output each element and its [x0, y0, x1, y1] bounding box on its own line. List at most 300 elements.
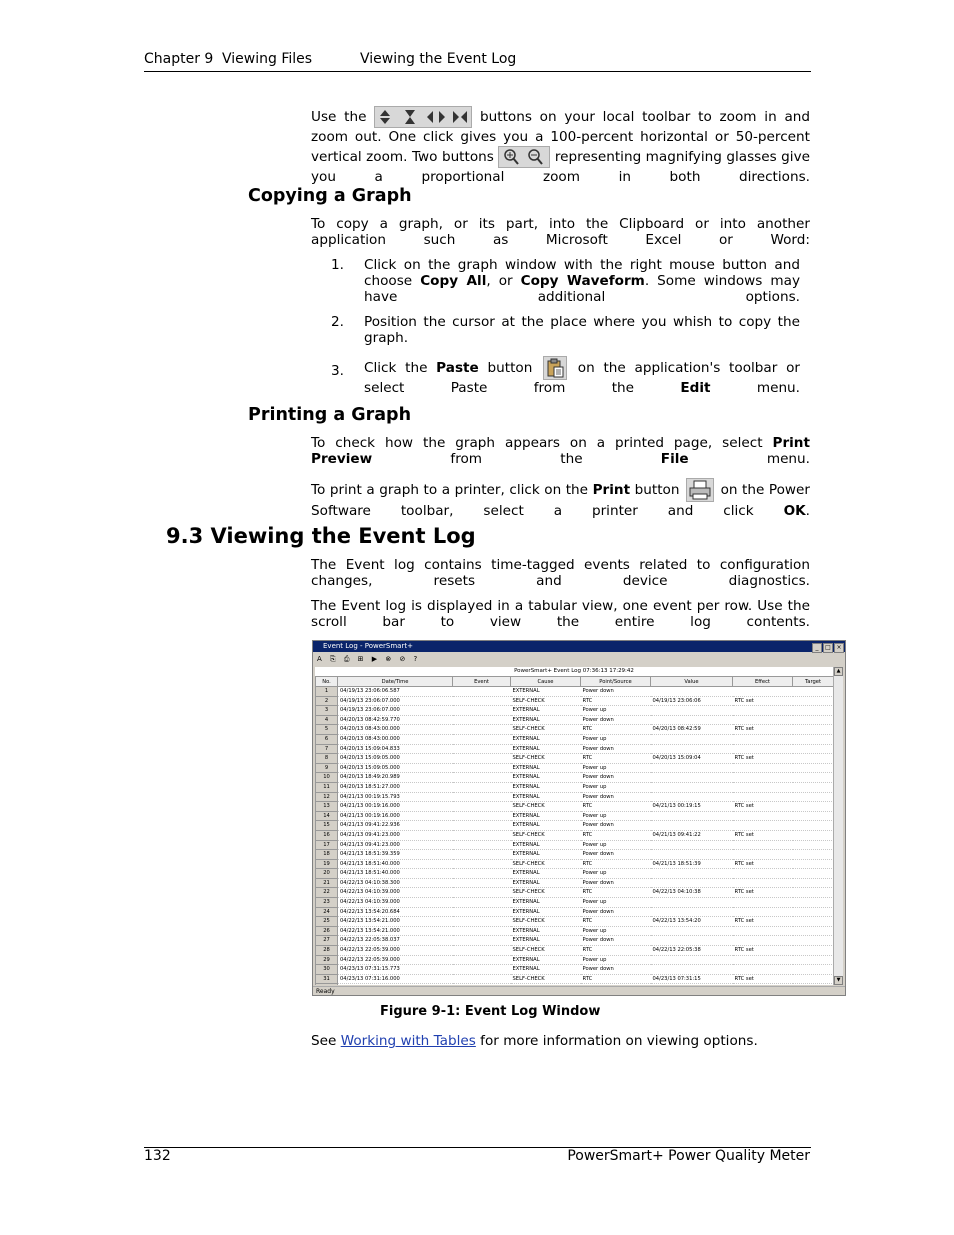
event-table-body [316, 687, 834, 986]
table-cell [453, 830, 511, 840]
table-cell: 04/20/13 15:09:04.833 [338, 744, 453, 754]
table-cell: SELF-CHECK [511, 974, 581, 984]
table-cell: EXTERNAL [511, 715, 581, 725]
intro-text-2: buttons on your local toolbar to zoom in and zoom out. One click gives you a 100-percent horizontal or 50-percent vertical zoom. Two buttons [311, 109, 811, 165]
table-cell: 04/21/13 18:51:40.000 [338, 859, 453, 869]
see-a: See [311, 1033, 341, 1049]
printer-icon [686, 478, 714, 502]
table-cell [651, 782, 733, 792]
table-cell [793, 946, 834, 956]
table-cell: Power up [581, 840, 651, 850]
table-cell: 04/19/13 23:06:07.000 [338, 706, 453, 716]
table-row[interactable] [316, 725, 834, 735]
see-paragraph [311, 1033, 758, 1049]
table-cell [651, 984, 733, 985]
table-cell: SELF-CHECK [511, 802, 581, 812]
printing-p1-d: menu. [688, 451, 810, 467]
table-cell: RTC set [733, 974, 793, 984]
printing-p2-a: To print a graph to a printer, click on the [311, 482, 593, 498]
table-cell [793, 763, 834, 773]
table-cell: EXTERNAL [511, 821, 581, 831]
table-cell [793, 859, 834, 869]
table-cell [733, 687, 793, 697]
table-cell [793, 869, 834, 879]
row-number: 31 [316, 974, 338, 984]
table-cell [453, 907, 511, 917]
table-cell [338, 984, 453, 985]
table-cell: 04/20/13 08:43:00.000 [338, 725, 453, 735]
table-row[interactable] [316, 888, 834, 898]
table-cell [453, 926, 511, 936]
table-row[interactable] [316, 696, 834, 706]
section-paragraph-1: The Event log contains time-tagged events related to configuration changes, resets and device diagnostics. [311, 557, 810, 589]
header-section: Viewing the Event Log [360, 51, 517, 67]
table-row[interactable] [316, 706, 834, 716]
table-row[interactable] [316, 734, 834, 744]
table-cell [651, 926, 733, 936]
table-cell: EXTERNAL [511, 840, 581, 850]
table-cell: 04/20/13 18:51:27.000 [338, 782, 453, 792]
table-cell: Power down [581, 687, 651, 697]
table-row[interactable] [316, 878, 834, 888]
table-cell [793, 754, 834, 764]
table-row[interactable] [316, 869, 834, 879]
table-cell [793, 792, 834, 802]
table-row[interactable] [316, 744, 834, 754]
table-cell: SELF-CHECK [511, 725, 581, 735]
table-cell: RTC set [733, 888, 793, 898]
table-cell [453, 754, 511, 764]
printing-file: File [660, 451, 689, 467]
row-number: 11 [316, 782, 338, 792]
magnifier-buttons-icon [498, 146, 550, 168]
printing-print: Print [592, 482, 631, 498]
table-cell: 04/19/13 23:06:06.587 [338, 687, 453, 697]
table-row[interactable] [316, 917, 834, 927]
table-row[interactable] [316, 754, 834, 764]
table-row[interactable] [316, 926, 834, 936]
header-chapter: Chapter 9 [144, 51, 214, 67]
table-cell [453, 840, 511, 850]
footer-title: PowerSmart+ Power Quality Meter [567, 1148, 810, 1164]
table-cell [651, 936, 733, 946]
table-cell: 04/19/13 23:06:06 [651, 696, 733, 706]
row-number: 13 [316, 802, 338, 812]
table-cell [793, 802, 834, 812]
table-cell [651, 763, 733, 773]
table-cell [793, 955, 834, 965]
table-cell [651, 955, 733, 965]
table-cell [793, 965, 834, 975]
table-cell [793, 696, 834, 706]
table-cell [733, 773, 793, 783]
table-cell [793, 917, 834, 927]
table-cell: Power down [581, 965, 651, 975]
table-cell: 04/20/13 15:09:04 [651, 754, 733, 764]
table-row[interactable] [316, 898, 834, 908]
table-cell [453, 706, 511, 716]
table-cell [793, 734, 834, 744]
row-number: 27 [316, 936, 338, 946]
table-cell: 04/22/13 22:05:39.000 [338, 955, 453, 965]
table-row[interactable] [316, 830, 834, 840]
row-number: 21 [316, 878, 338, 888]
event-table [315, 676, 833, 985]
table-cell: RTC set [733, 946, 793, 956]
table-cell [453, 811, 511, 821]
row-number: 28 [316, 946, 338, 956]
table-row[interactable] [316, 974, 834, 984]
table-cell [453, 850, 511, 860]
row-number: 10 [316, 773, 338, 783]
table-cell [453, 955, 511, 965]
table-cell: EXTERNAL [511, 898, 581, 908]
table-cell [651, 773, 733, 783]
table-cell: EXTERNAL [511, 687, 581, 697]
table-cell [453, 744, 511, 754]
printing-print-preview: Print Preview [311, 435, 810, 467]
table-cell: SELF-CHECK [511, 696, 581, 706]
printing-heading: Printing a Graph [248, 405, 412, 425]
table-cell: EXTERNAL [511, 706, 581, 716]
column-header[interactable]: No. [316, 677, 338, 687]
step-3-edit: Edit [680, 380, 711, 396]
table-cell: SELF-CHECK [511, 917, 581, 927]
step-2-text: Position the cursor at the place where you whish to copy the graph. [364, 314, 800, 346]
table-cell: 04/21/13 00:19:15 [651, 802, 733, 812]
table-cell [651, 869, 733, 879]
table-cell: EXTERNAL [511, 773, 581, 783]
table-cell [733, 984, 793, 985]
table-cell: EXTERNAL [511, 878, 581, 888]
step-3-e: menu. [710, 380, 800, 396]
table-row[interactable] [316, 907, 834, 917]
table-cell: Power down [581, 878, 651, 888]
table-cell: 04/22/13 13:54:21.000 [338, 926, 453, 936]
table-cell: RTC set [733, 830, 793, 840]
row-number: 9 [316, 763, 338, 773]
row-number: 8 [316, 754, 338, 764]
table-cell [793, 715, 834, 725]
table-cell [733, 869, 793, 879]
table-cell [733, 821, 793, 831]
row-number: 19 [316, 859, 338, 869]
table-cell: 04/22/13 13:54:21.000 [338, 917, 453, 927]
row-number: 25 [316, 917, 338, 927]
table-cell [733, 744, 793, 754]
step-3-d: on the application's toolbar or select Paste from the [364, 360, 800, 396]
table-cell: 04/23/13 07:31:15 [651, 974, 733, 984]
table-cell: 04/20/13 08:43:00.000 [338, 734, 453, 744]
table-cell [793, 888, 834, 898]
close-button[interactable]: × [834, 643, 844, 653]
table-cell [453, 917, 511, 927]
table-cell: RTC [581, 754, 651, 764]
table-cell: RTC set [733, 802, 793, 812]
section-heading: 9.3 Viewing the Event Log [166, 524, 476, 548]
table-cell: RTC set [733, 696, 793, 706]
table-cell [733, 907, 793, 917]
step-1-text [364, 257, 800, 305]
table-cell [453, 936, 511, 946]
step-3-a: Click the [364, 360, 437, 376]
page-number: 132 [144, 1148, 171, 1164]
table-cell [651, 907, 733, 917]
table-row[interactable] [316, 946, 834, 956]
table-cell: EXTERNAL [511, 955, 581, 965]
table-row[interactable] [316, 792, 834, 802]
table-cell [793, 830, 834, 840]
grid-title: PowerSmart+ Event Log 07:36:13 17:29:42 [514, 668, 634, 674]
table-cell: Power up [581, 926, 651, 936]
table-cell: RTC set [733, 859, 793, 869]
table-cell: 04/22/13 04:10:39.000 [338, 888, 453, 898]
table-cell: EXTERNAL [511, 965, 581, 975]
table-cell: EXTERNAL [511, 763, 581, 773]
table-cell: 04/21/13 09:41:23.000 [338, 840, 453, 850]
table-cell [733, 840, 793, 850]
table-cell [453, 782, 511, 792]
table-cell [453, 696, 511, 706]
table-cell: 04/21/13 09:41:22 [651, 830, 733, 840]
table-row[interactable] [316, 763, 834, 773]
table-row[interactable] [316, 859, 834, 869]
table-cell: 04/21/13 00:19:16.000 [338, 802, 453, 812]
table-cell [793, 974, 834, 984]
table-cell [793, 907, 834, 917]
table-cell [651, 840, 733, 850]
table-cell [453, 869, 511, 879]
table-cell: EXTERNAL [511, 792, 581, 802]
table-cell: SELF-CHECK [511, 754, 581, 764]
table-cell: 04/22/13 22:05:39.000 [338, 946, 453, 956]
table-row[interactable] [316, 840, 834, 850]
row-number: 23 [316, 898, 338, 908]
table-cell: RTC [581, 859, 651, 869]
table-cell: Power down [581, 744, 651, 754]
header-chapter-title: Viewing Files [222, 51, 313, 67]
table-cell [733, 898, 793, 908]
table-cell [793, 926, 834, 936]
table-cell [793, 744, 834, 754]
table-cell [733, 850, 793, 860]
table-cell: EXTERNAL [511, 850, 581, 860]
table-cell: EXTERNAL [511, 936, 581, 946]
table-row[interactable] [316, 811, 834, 821]
table-cell: 04/22/13 13:54:20.684 [338, 907, 453, 917]
table-cell [453, 821, 511, 831]
zoom-buttons-icon [374, 106, 472, 128]
table-cell [453, 773, 511, 783]
scroll-up-arrow-icon[interactable]: ▲ [834, 667, 843, 676]
table-cell [793, 811, 834, 821]
table-cell [793, 878, 834, 888]
table-row[interactable] [316, 955, 834, 965]
table-cell: RTC [581, 696, 651, 706]
table-cell: 04/22/13 13:54:20 [651, 917, 733, 927]
table-cell [733, 782, 793, 792]
table-cell [581, 984, 651, 985]
table-cell [793, 898, 834, 908]
table-cell [733, 878, 793, 888]
column-header[interactable]: Date/Time [338, 677, 453, 687]
table-cell: 04/22/13 04:10:38.300 [338, 878, 453, 888]
table-cell: 04/20/13 15:09:05.000 [338, 754, 453, 764]
table-cell: 04/21/13 18:51:39 [651, 859, 733, 869]
table-cell [651, 850, 733, 860]
table-cell: RTC [581, 802, 651, 812]
table-cell [793, 782, 834, 792]
row-number: 20 [316, 869, 338, 879]
row-number: 17 [316, 840, 338, 850]
table-row[interactable] [316, 965, 834, 975]
table-row[interactable] [316, 821, 834, 831]
table-cell [511, 984, 581, 985]
table-cell [733, 734, 793, 744]
table-cell: RTC set [733, 917, 793, 927]
table-cell: RTC [581, 725, 651, 735]
table-cell: 04/20/13 08:42:59.770 [338, 715, 453, 725]
table-cell: Power down [581, 715, 651, 725]
event-log-grid [315, 667, 833, 985]
table-cell: 04/21/13 09:41:23.000 [338, 830, 453, 840]
table-row[interactable] [316, 984, 834, 985]
window-toolbar[interactable]: A ⎘ ⎙ ⊞ ▶ ⊗ ⊘ ? [317, 655, 421, 663]
table-cell: 04/21/13 18:51:39.359 [338, 850, 453, 860]
table-cell: Power down [581, 936, 651, 946]
table-row[interactable] [316, 773, 834, 783]
zoom-paragraph [311, 106, 810, 186]
step-1-number: 1. [331, 257, 344, 273]
table-cell: Power down [581, 850, 651, 860]
table-cell [793, 773, 834, 783]
step-1-c: , or [486, 273, 521, 289]
table-cell [651, 715, 733, 725]
row-number: 7 [316, 744, 338, 754]
table-cell [453, 763, 511, 773]
table-cell: 04/22/13 04:10:38 [651, 888, 733, 898]
table-cell [793, 706, 834, 716]
row-number: 5 [316, 725, 338, 735]
table-row[interactable] [316, 687, 834, 697]
table-cell: Power up [581, 782, 651, 792]
table-cell [453, 898, 511, 908]
table-cell [793, 850, 834, 860]
table-cell [733, 965, 793, 975]
vertical-scrollbar[interactable] [833, 667, 843, 985]
table-cell [793, 984, 834, 985]
table-cell: RTC [581, 888, 651, 898]
printing-p2-d: on the Power Software toolbar, select a printer and click [311, 482, 810, 519]
table-cell: SELF-CHECK [511, 888, 581, 898]
column-header[interactable]: Value [651, 677, 733, 687]
table-cell: 04/22/13 04:10:39.000 [338, 898, 453, 908]
table-cell [453, 878, 511, 888]
table-cell: EXTERNAL [511, 907, 581, 917]
column-header[interactable]: Point/Source [581, 677, 651, 687]
table-row[interactable] [316, 936, 834, 946]
table-cell [733, 926, 793, 936]
table-cell: Power up [581, 763, 651, 773]
row-number: 26 [316, 926, 338, 936]
table-row[interactable] [316, 802, 834, 812]
table-cell [453, 965, 511, 975]
step-2-number: 2. [331, 314, 344, 330]
step-3-paste: Paste [436, 360, 479, 376]
table-row[interactable] [316, 782, 834, 792]
table-cell [453, 984, 511, 985]
printing-paragraph-2 [311, 478, 810, 520]
table-cell: 04/21/13 00:19:15.793 [338, 792, 453, 802]
table-cell [793, 821, 834, 831]
table-cell: EXTERNAL [511, 782, 581, 792]
window-title-bar [313, 641, 845, 652]
table-cell: RTC set [733, 754, 793, 764]
table-cell [793, 936, 834, 946]
table-cell [733, 936, 793, 946]
event-table-header [316, 677, 834, 687]
table-cell [651, 821, 733, 831]
table-cell: Power up [581, 706, 651, 716]
table-cell [733, 792, 793, 802]
table-cell [651, 811, 733, 821]
minimize-button[interactable]: _ [812, 643, 822, 653]
intro-text-1: Use the [311, 109, 367, 125]
table-cell [651, 878, 733, 888]
column-header[interactable]: Effect [733, 677, 793, 687]
table-cell [453, 715, 511, 725]
row-number: 16 [316, 830, 338, 840]
row-number: 12 [316, 792, 338, 802]
printing-p2-e: . [805, 503, 810, 519]
column-header[interactable]: Cause [511, 677, 581, 687]
column-header[interactable]: Event [453, 677, 511, 687]
row-number: 2 [316, 696, 338, 706]
table-cell [453, 888, 511, 898]
step-3-text [364, 356, 800, 396]
step-1-copy-waveform: Copy Waveform [520, 273, 645, 289]
printing-paragraph-1 [311, 435, 810, 467]
table-cell [453, 859, 511, 869]
working-with-tables-link[interactable]: Working with Tables [340, 1033, 476, 1049]
table-cell [733, 811, 793, 821]
row-number: 4 [316, 715, 338, 725]
table-cell: RTC [581, 974, 651, 984]
table-row[interactable] [316, 850, 834, 860]
table-cell [453, 974, 511, 984]
maximize-button[interactable]: □ [823, 643, 833, 653]
table-cell: 04/23/13 07:31:15.773 [338, 965, 453, 975]
column-header[interactable]: Target [793, 677, 834, 687]
row-number: 30 [316, 965, 338, 975]
table-cell [651, 792, 733, 802]
table-cell [733, 955, 793, 965]
table-cell [453, 802, 511, 812]
row-number: 24 [316, 907, 338, 917]
table-cell: Power up [581, 898, 651, 908]
table-row[interactable] [316, 715, 834, 725]
table-cell [651, 706, 733, 716]
scroll-down-arrow-icon[interactable]: ▼ [834, 976, 843, 985]
table-cell: Power up [581, 955, 651, 965]
table-cell: 04/21/13 00:19:16.000 [338, 811, 453, 821]
intro-text-3: representing magnifying glasses give you a proportional zoom in both directions. [311, 149, 810, 185]
table-cell: RTC [581, 917, 651, 927]
status-bar: Ready [313, 986, 845, 995]
window-title: Event Log - PowerSmart+ [323, 642, 413, 650]
table-cell [453, 725, 511, 735]
copying-heading: Copying a Graph [248, 186, 412, 206]
